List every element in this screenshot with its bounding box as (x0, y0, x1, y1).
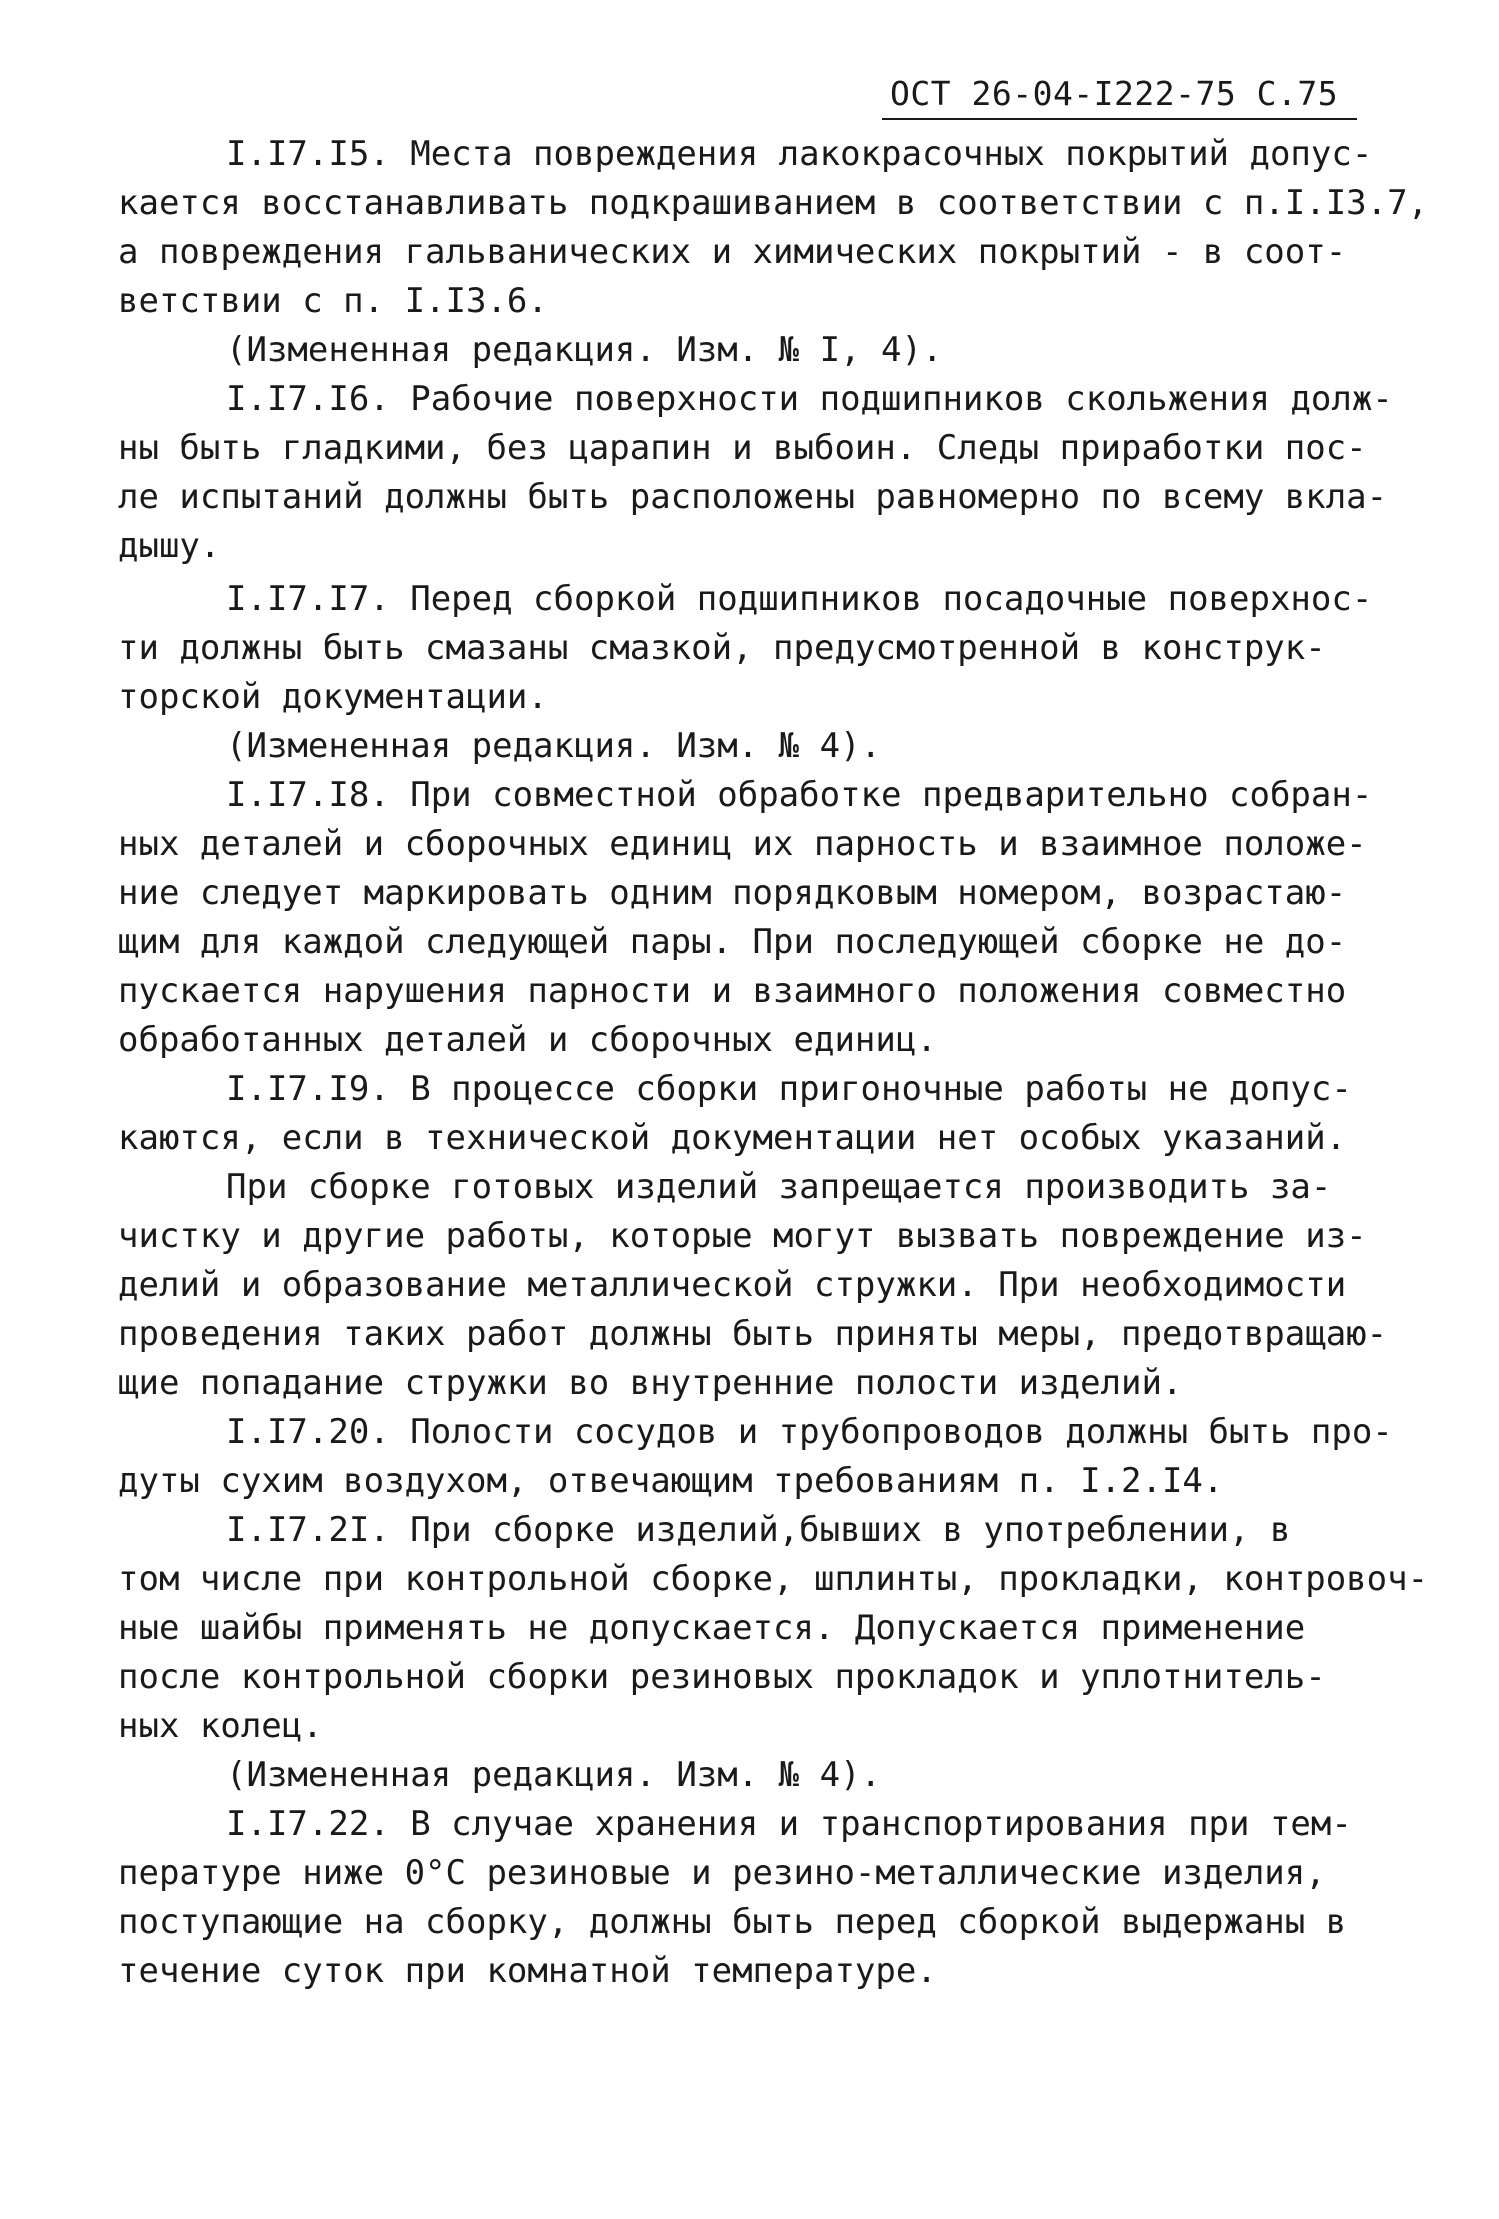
paragraph-assembly-restrictions (118, 1163, 1458, 1408)
text-line: ных колец. (118, 1706, 323, 1746)
text-line: I.I7.I5. Места повреждения лакокрасочных покрытий допус- (226, 134, 1373, 174)
text-line: ных деталей и сборочных единиц их парность и взаимное положе- (118, 824, 1367, 864)
paragraph-1-17-22 (118, 1800, 1458, 1996)
text-line: ны быть гладкими, без царапин и выбоин. Следы приработки пос- (118, 428, 1367, 468)
paragraph-1-17-18 (118, 771, 1458, 1065)
text-line: кается восстанавливать подкрашиванием в соответствии с п.I.I3.7, (118, 183, 1429, 223)
text-line: поступающие на сборку, должны быть перед сборкой выдержаны в (118, 1902, 1347, 1942)
text-line: дышу. (118, 526, 221, 566)
text-line: ле испытаний должны быть расположены равномерно по всему вкла- (118, 477, 1388, 517)
text-line: проведения таких работ должны быть приняты меры, предотвращаю- (118, 1314, 1388, 1354)
text-line: ние следует маркировать одним порядковым номером, возрастаю- (118, 873, 1347, 913)
amendment-note (118, 722, 1458, 771)
text-line: I.I7.2I. При сборке изделий,бывших в употреблении, в (226, 1510, 1291, 1550)
text-line: (Измененная редакция. Изм. № I, 4). (226, 330, 943, 370)
text-line: I.I7.20. Полости сосудов и трубопроводов должны быть про- (226, 1412, 1393, 1452)
amendment-note (118, 326, 1458, 375)
text-line: после контрольной сборки резиновых прокладок и уплотнитель- (118, 1657, 1326, 1697)
text-line: пускается нарушения парности и взаимного положения совместно (118, 971, 1347, 1011)
text-line: а повреждения гальванических и химических покрытий - в соот- (118, 232, 1347, 272)
text-line: том числе при контрольной сборке, шплинты, прокладки, контровоч- (118, 1559, 1429, 1599)
page-header: ОСТ 26-04-I222-75 С.75 (890, 74, 1339, 113)
header-underline (882, 118, 1357, 120)
text-line: I.I7.I8. При совместной обработке предварительно собран- (226, 775, 1373, 815)
text-line: чистку и другие работы, которые могут вызвать повреждение из- (118, 1216, 1367, 1256)
text-line: течение суток при комнатной температуре. (118, 1951, 937, 1991)
text-line: обработанных деталей и сборочных единиц. (118, 1020, 937, 1060)
text-line: (Измененная редакция. Изм. № 4). (226, 726, 882, 766)
paragraph-1-17-20 (118, 1408, 1458, 1506)
paragraph-1-17-21 (118, 1506, 1458, 1751)
text-line: (Измененная редакция. Изм. № 4). (226, 1755, 882, 1795)
text-line: делий и образование металлической стружки. При необходимости (118, 1265, 1347, 1305)
paragraph-1-17-15 (118, 130, 1458, 326)
amendment-note (118, 1751, 1458, 1800)
paragraph-1-17-16 (118, 375, 1458, 571)
text-line: I.I7.I9. В процессе сборки пригоночные работы не допус- (226, 1069, 1352, 1109)
text-line: дуты сухим воздухом, отвечающим требованиям п. I.2.I4. (118, 1461, 1224, 1501)
paragraph-1-17-19 (118, 1065, 1458, 1163)
text-line: пературе ниже 0°С резиновые и резино-металлические изделия, (118, 1853, 1326, 1893)
text-line: ные шайбы применять не допускается. Допускается применение (118, 1608, 1306, 1648)
paragraph-1-17-17 (118, 575, 1458, 722)
text-line: каются, если в технической документации нет особых указаний. (118, 1118, 1347, 1158)
text-line: I.I7.22. В случае хранения и транспортирования при тем- (226, 1804, 1352, 1844)
text-line: щим для каждой следующей пары. При последующей сборке не до- (118, 922, 1347, 962)
text-line: I.I7.I6. Рабочие поверхности подшипников скольжения долж- (226, 379, 1393, 419)
text-line: ветствии с п. I.I3.6. (118, 281, 548, 321)
text-line: ти должны быть смазаны смазкой, предусмотренной в конструк- (118, 628, 1326, 668)
document-body (118, 130, 1458, 1996)
text-line: щие попадание стружки во внутренние полости изделий. (118, 1363, 1183, 1403)
text-line: При сборке готовых изделий запрещается производить за- (226, 1167, 1332, 1207)
text-line: торской документации. (118, 677, 548, 717)
text-line: I.I7.I7. Перед сборкой подшипников посадочные поверхнос- (226, 579, 1373, 619)
